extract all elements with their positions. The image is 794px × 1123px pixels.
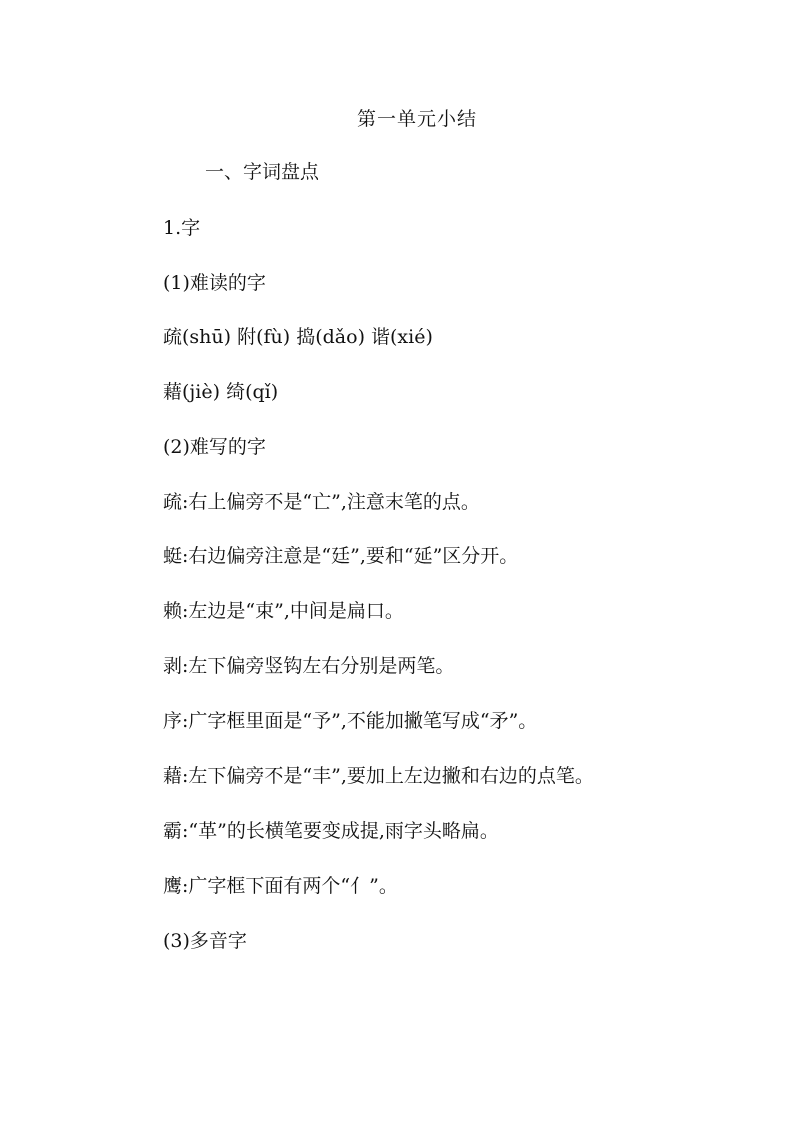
- hard-to-write-item: 剥:左下偏旁竖钩左右分别是两笔。: [163, 655, 455, 677]
- subheading-polyphonic: (3)多音字: [163, 930, 247, 952]
- subheading-characters: 1.字: [163, 217, 201, 239]
- hard-to-read-line-1: 疏(shū) 附(fù) 捣(dǎo) 谐(xié): [163, 326, 433, 348]
- hard-to-write-item: 赖:左边是“束”,中间是扁口。: [163, 600, 404, 622]
- page-title: 第一单元小结: [356, 108, 477, 130]
- hard-to-write-item: 疏:右上偏旁不是“亡”,注意末笔的点。: [163, 491, 480, 513]
- hard-to-write-item: 鹰:广字框下面有两个“亻”。: [163, 875, 398, 897]
- subheading-hard-to-write: (2)难写的字: [163, 436, 266, 458]
- hard-to-write-item: 序:广字框里面是“予”,不能加撇笔写成“矛”。: [163, 710, 538, 732]
- hard-to-write-item: 霸:“革”的长横笔要变成提,雨字头略扁。: [163, 820, 499, 842]
- subheading-hard-to-read: (1)难读的字: [163, 272, 266, 294]
- hard-to-write-item: 藉:左下偏旁不是“丰”,要加上左边撇和右边的点笔。: [163, 765, 594, 787]
- hard-to-write-item: 蜓:右边偏旁注意是“廷”,要和“延”区分开。: [163, 545, 519, 567]
- section-heading-word-review: 一、字词盘点: [205, 161, 320, 183]
- hard-to-read-line-2: 藉(jiè) 绮(qǐ): [163, 381, 279, 403]
